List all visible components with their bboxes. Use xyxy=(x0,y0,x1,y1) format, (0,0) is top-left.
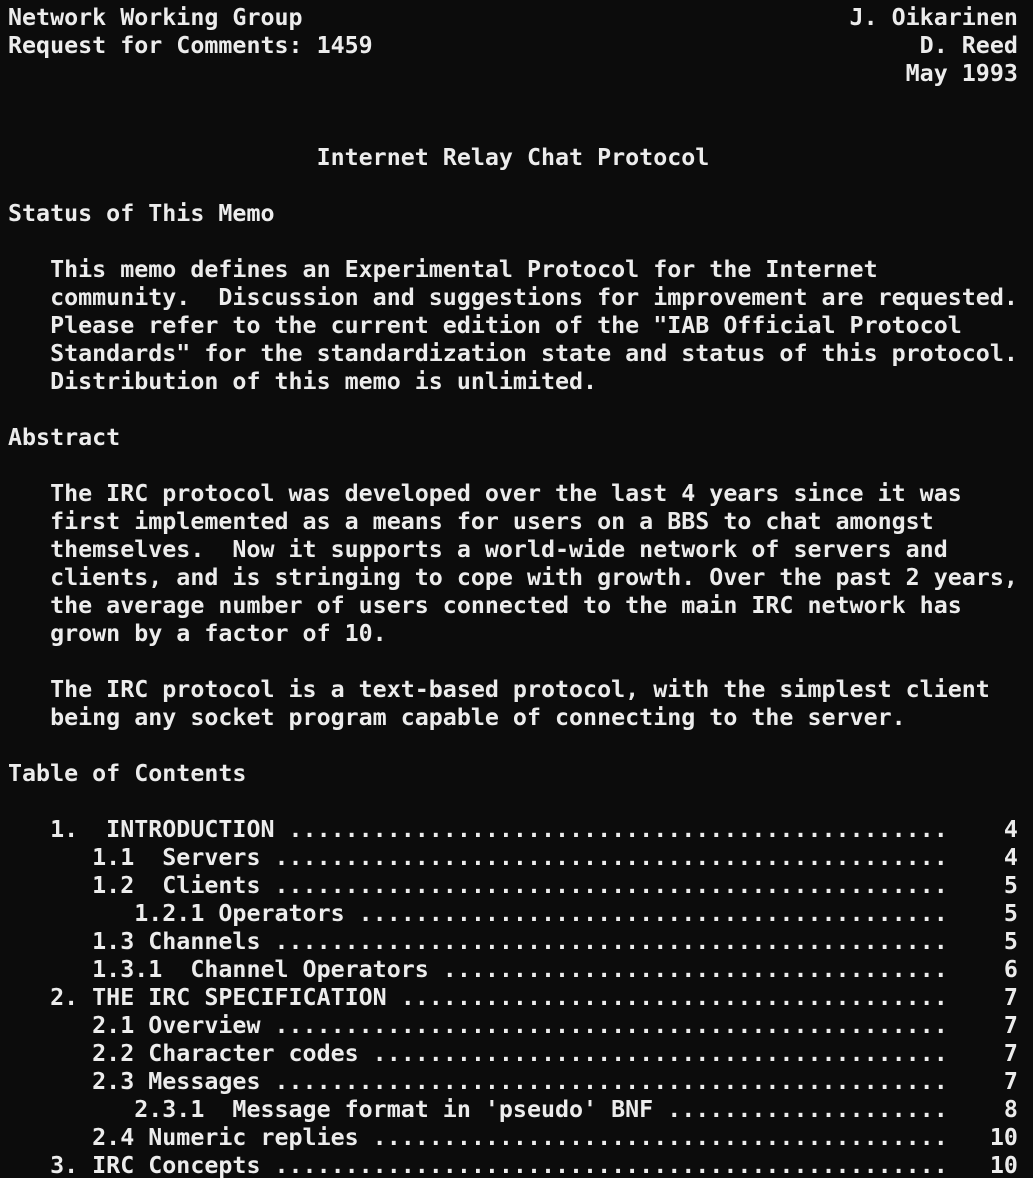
paragraph-line: first implemented as a means for users on a BBS to chat amongst xyxy=(8,508,934,535)
paragraph-line: Distribution of this memo is unlimited. xyxy=(8,368,598,395)
blank-line xyxy=(8,228,1033,256)
paragraph-line: The IRC protocol is a text-based protocol, with the simplest client xyxy=(8,676,990,703)
blank-line xyxy=(8,732,1033,760)
toc-entry: 2.2 Character codes ......................................... 7 xyxy=(8,1040,1018,1067)
header-line: Request for Comments: 1459 D. Reed xyxy=(8,32,1018,59)
toc-entry: 2.1 Overview ................................................ 7 xyxy=(8,1012,1018,1039)
section-heading: Table of Contents xyxy=(8,760,247,787)
terminal-output xyxy=(8,4,1033,1178)
toc-entry: 1. INTRODUCTION ............................................... 4 xyxy=(8,816,1018,843)
toc-entry: 2.4 Numeric replies ......................................... 10 xyxy=(8,1124,1018,1151)
blank-line xyxy=(8,116,1033,144)
paragraph-line: clients, and is stringing to cope with growth. Over the past 2 years, xyxy=(8,564,1018,591)
blank-line xyxy=(8,88,1033,116)
header-line: May 1993 xyxy=(8,60,1018,87)
toc-entry: 1.1 Servers ................................................ 4 xyxy=(8,844,1018,871)
paragraph-line: This memo defines an Experimental Protocol for the Internet xyxy=(8,256,878,283)
blank-line xyxy=(8,452,1033,480)
section-heading: Status of This Memo xyxy=(8,200,275,227)
paragraph-line: the average number of users connected to the main IRC network has xyxy=(8,592,962,619)
toc-entry: 1.3 Channels ................................................ 5 xyxy=(8,928,1018,955)
blank-line xyxy=(8,788,1033,816)
toc-entry: 1.2.1 Operators .......................................... 5 xyxy=(8,900,1018,927)
paragraph-line: Standards" for the standardization state and status of this protocol. xyxy=(8,340,1018,367)
paragraph-line: being any socket program capable of connecting to the server. xyxy=(8,704,906,731)
toc-entry: 2.3 Messages ................................................ 7 xyxy=(8,1068,1018,1095)
header-line: Network Working Group J. Oikarinen xyxy=(8,4,1018,31)
document-title: Internet Relay Chat Protocol xyxy=(8,144,710,171)
paragraph-line: grown by a factor of 10. xyxy=(8,620,387,647)
paragraph-line: The IRC protocol was developed over the last 4 years since it was xyxy=(8,480,962,507)
paragraph-line: community. Discussion and suggestions for improvement are requested. xyxy=(8,284,1018,311)
toc-entry: 2.3.1 Message format in 'pseudo' BNF .................... 8 xyxy=(8,1096,1018,1123)
blank-line xyxy=(8,396,1033,424)
toc-entry: 2. THE IRC SPECIFICATION ....................................... 7 xyxy=(8,984,1018,1011)
section-heading: Abstract xyxy=(8,424,121,451)
blank-line xyxy=(8,648,1033,676)
paragraph-line: themselves. Now it supports a world-wide network of servers and xyxy=(8,536,948,563)
paragraph-line: Please refer to the current edition of the "IAB Official Protocol xyxy=(8,312,962,339)
toc-entry: 3. IRC Concepts ................................................ 10 xyxy=(8,1152,1018,1178)
toc-entry: 1.3.1 Channel Operators .................................... 6 xyxy=(8,956,1018,983)
toc-entry: 1.2 Clients ................................................ 5 xyxy=(8,872,1018,899)
blank-line xyxy=(8,172,1033,200)
